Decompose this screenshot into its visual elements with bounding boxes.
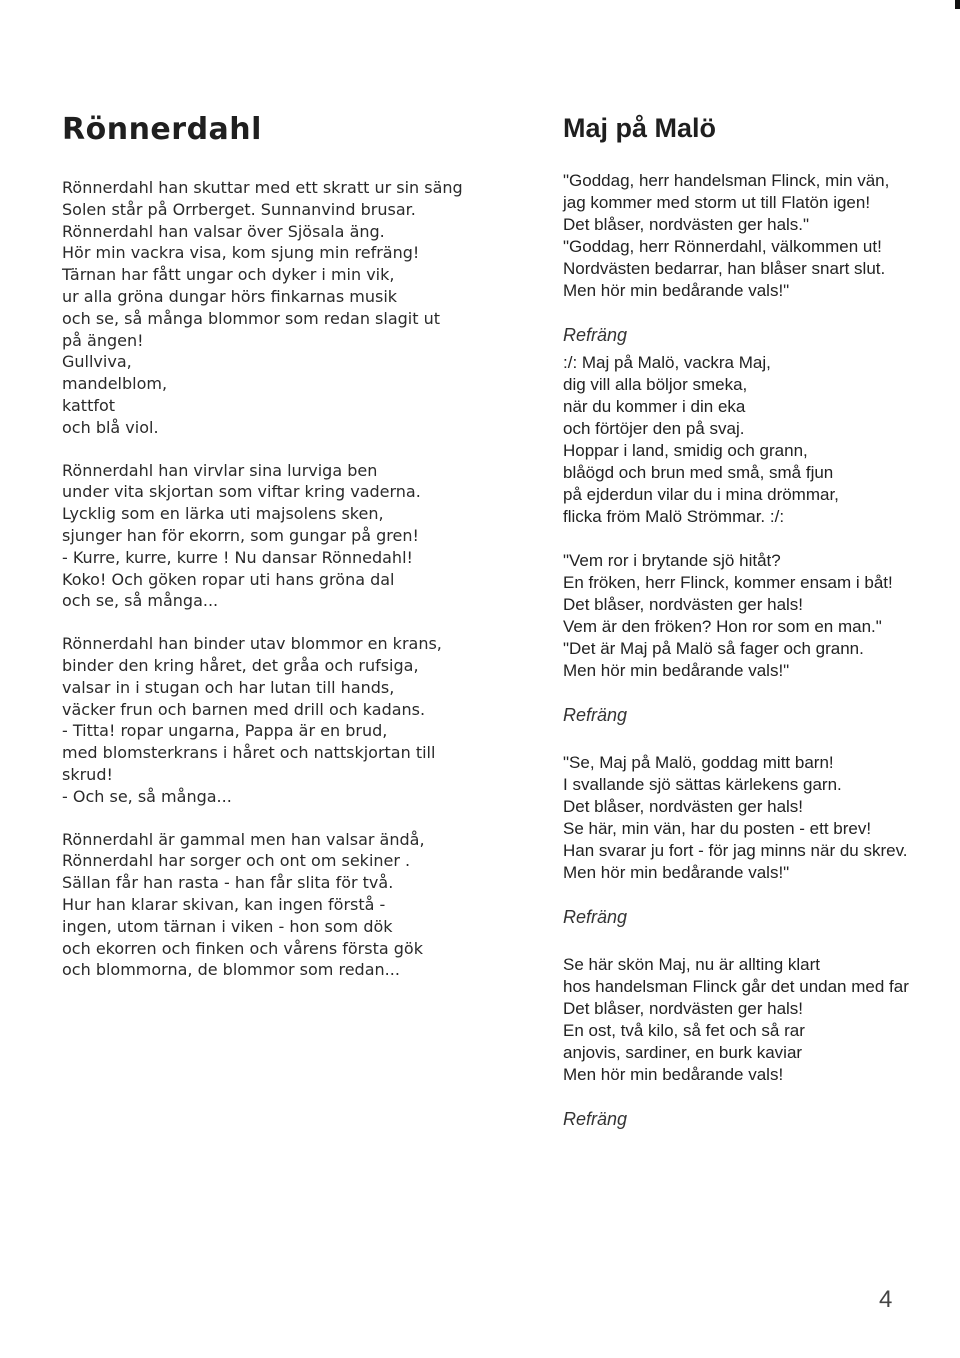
ronnerdahl-stanza-1 <box>62 177 532 439</box>
lyric-line: Rönnerdahl han valsar över Sjösala äng. <box>62 221 385 241</box>
lyric-line: och blå viol. <box>62 417 159 437</box>
lyric-line: och ekorren och finken och vårens första gök <box>62 938 423 958</box>
lyric-line: Vem är den fröken? Hon ror som en man." <box>563 617 882 636</box>
lyric-line: dig vill alla böljor smeka, <box>563 375 748 394</box>
malo-stanza-4 <box>563 954 955 1086</box>
lyric-line: Han svarar ju fort - för jag minns när du skrev. <box>563 841 908 860</box>
ronnerdahl-lyrics <box>62 177 532 981</box>
lyric-line: - Kurre, kurre, kurre ! Nu dansar Rönnedahl! <box>62 547 413 567</box>
lyric-line: blåögd och brun med små, små fjun <box>563 463 834 482</box>
lyric-line: ur alla gröna dungar hörs finkarnas musik <box>62 286 398 306</box>
malo-stanza-2 <box>563 550 955 682</box>
refrain-label: Refräng <box>563 907 628 927</box>
lyric-line: Det blåser, nordvästen ger hals! <box>563 595 804 614</box>
lyric-line: på ängen! <box>62 330 144 350</box>
lyric-line: och se, så många... <box>62 591 219 611</box>
lyric-line: Rönnerdahl är gammal men han valsar ändå, <box>62 829 425 849</box>
song-title-maj-pa-malo: Maj på Malö <box>563 113 717 143</box>
lyric-line: I svallande sjö sättas kärlekens garn. <box>563 775 842 794</box>
lyric-line: ingen, utom tärnan i viken - hon som dök <box>62 916 393 936</box>
lyric-line: "Se, Maj på Malö, goddag mitt barn! <box>563 753 834 772</box>
lyric-line: Lycklig som en lärka uti majsolens sken, <box>62 504 384 524</box>
lyric-line: valsar in i stugan och har lutan till hands, <box>62 677 395 697</box>
lyric-line: Tärnan har fått ungar och dyker i min vik, <box>62 265 395 285</box>
lyric-line: Gullviva, <box>62 352 132 372</box>
lyric-line: binder den kring håret, det gråa och rufsiga, <box>62 655 419 675</box>
lyric-line: och blommorna, de blommor som redan... <box>62 960 400 980</box>
lyric-line: Det blåser, nordvästen ger hals! <box>563 999 804 1018</box>
malo-refrain <box>563 352 955 528</box>
lyric-line: Men hör min bedårande vals!" <box>563 863 790 882</box>
lyric-line: väcker frun och barnen med drill och kadans. <box>62 699 426 719</box>
lyric-line: Se här skön Maj, nu är allting klart <box>563 955 821 974</box>
ronnerdahl-stanza-3 <box>62 633 532 807</box>
page-number: 4 <box>879 1286 893 1313</box>
lyric-line: flicka fröm Malö Strömmar. :/: <box>563 507 785 526</box>
lyric-line: när du kommer i din eka <box>563 397 746 416</box>
lyric-line: under vita skjortan som viftar kring vaderna. <box>62 482 421 502</box>
refrain-label: Refräng <box>563 1109 628 1129</box>
lyric-line: sjunger han för ekorrn, som gungar på gren! <box>62 525 419 545</box>
lyric-line: - Och se, så många... <box>62 786 232 806</box>
lyric-line: Hur han klarar skivan, kan ingen förstå - <box>62 894 386 914</box>
lyric-line: Hör min vackra visa, kom sjung min refräng! <box>62 243 420 263</box>
lyric-line: hos handelsman Flinck går det undan med far <box>563 977 909 996</box>
lyric-line: jag kommer med storm ut till Flatön igen! <box>563 193 871 212</box>
malo-stanza-3 <box>563 752 955 884</box>
lyric-line: Sällan får han rasta - han får slita för två. <box>62 873 394 893</box>
lyric-line: Rönnerdahl han binder utav blommor en krans, <box>62 634 442 654</box>
lyric-line: kattfot <box>62 395 116 415</box>
lyric-line: Se här, min vän, har du posten - ett brev! <box>563 819 872 838</box>
refrain-label: Refräng <box>563 325 628 345</box>
left-column <box>62 110 532 1002</box>
lyric-line: "Goddag, herr handelsman Flinck, min vän, <box>563 171 890 190</box>
malo-stanza-1 <box>563 170 955 302</box>
lyric-line: En fröken, herr Flinck, kommer ensam i båt! <box>563 573 893 592</box>
ronnerdahl-stanza-2 <box>62 460 532 613</box>
ronnerdahl-stanza-4 <box>62 829 532 982</box>
lyric-line: skrud! <box>62 764 113 784</box>
lyric-line: Det blåser, nordvästen ger hals." <box>563 215 810 234</box>
right-column <box>563 110 955 1136</box>
lyric-line: "Det är Maj på Malö så fager och grann. <box>563 639 864 658</box>
lyric-line: Koko! Och göken ropar uti hans gröna dal <box>62 569 395 589</box>
lyric-line: Men hör min bedårande vals! <box>563 1065 784 1084</box>
lyric-line: med blomsterkrans i håret och nattskjortan till <box>62 743 436 763</box>
lyric-line: "Vem ror i brytande sjö hitåt? <box>563 551 781 570</box>
lyric-line: mandelblom, <box>62 374 168 394</box>
lyric-line: - Titta! ropar ungarna, Pappa är en brud, <box>62 721 388 741</box>
lyric-line: "Goddag, herr Rönnerdahl, välkommen ut! <box>563 237 882 256</box>
scan-corner-mark <box>955 0 960 9</box>
lyric-line: Solen står på Orrberget. Sunnanvind brusar. <box>62 199 416 219</box>
lyric-line: Hoppar i land, smidig och grann, <box>563 441 808 460</box>
lyric-line: :/: Maj på Malö, vackra Maj, <box>563 353 771 372</box>
lyric-line: på ejderdun vilar du i mina drömmar, <box>563 485 839 504</box>
lyric-line: Rönnerdahl han virvlar sina lurviga ben <box>62 460 378 480</box>
refrain-label: Refräng <box>563 705 628 725</box>
lyric-line: anjovis, sardiner, en burk kaviar <box>563 1043 803 1062</box>
lyric-line: Nordvästen bedarrar, han blåser snart slut. <box>563 259 886 278</box>
lyric-line: Det blåser, nordvästen ger hals! <box>563 797 804 816</box>
lyric-line: och förtöjer den på svaj. <box>563 419 745 438</box>
song-title-ronnerdahl: Rönnerdahl <box>62 112 262 147</box>
lyric-line: Rönnerdahl han skuttar med ett skratt ur sin säng <box>62 178 463 197</box>
lyric-line: Men hör min bedårande vals!" <box>563 661 790 680</box>
lyric-line: Men hör min bedårande vals!" <box>563 281 790 300</box>
lyric-line: och se, så många blommor som redan slagit ut <box>62 308 440 328</box>
lyric-line: Rönnerdahl har sorger och ont om sekiner . <box>62 851 411 871</box>
lyric-line: En ost, två kilo, så fet och så rar <box>563 1021 805 1040</box>
